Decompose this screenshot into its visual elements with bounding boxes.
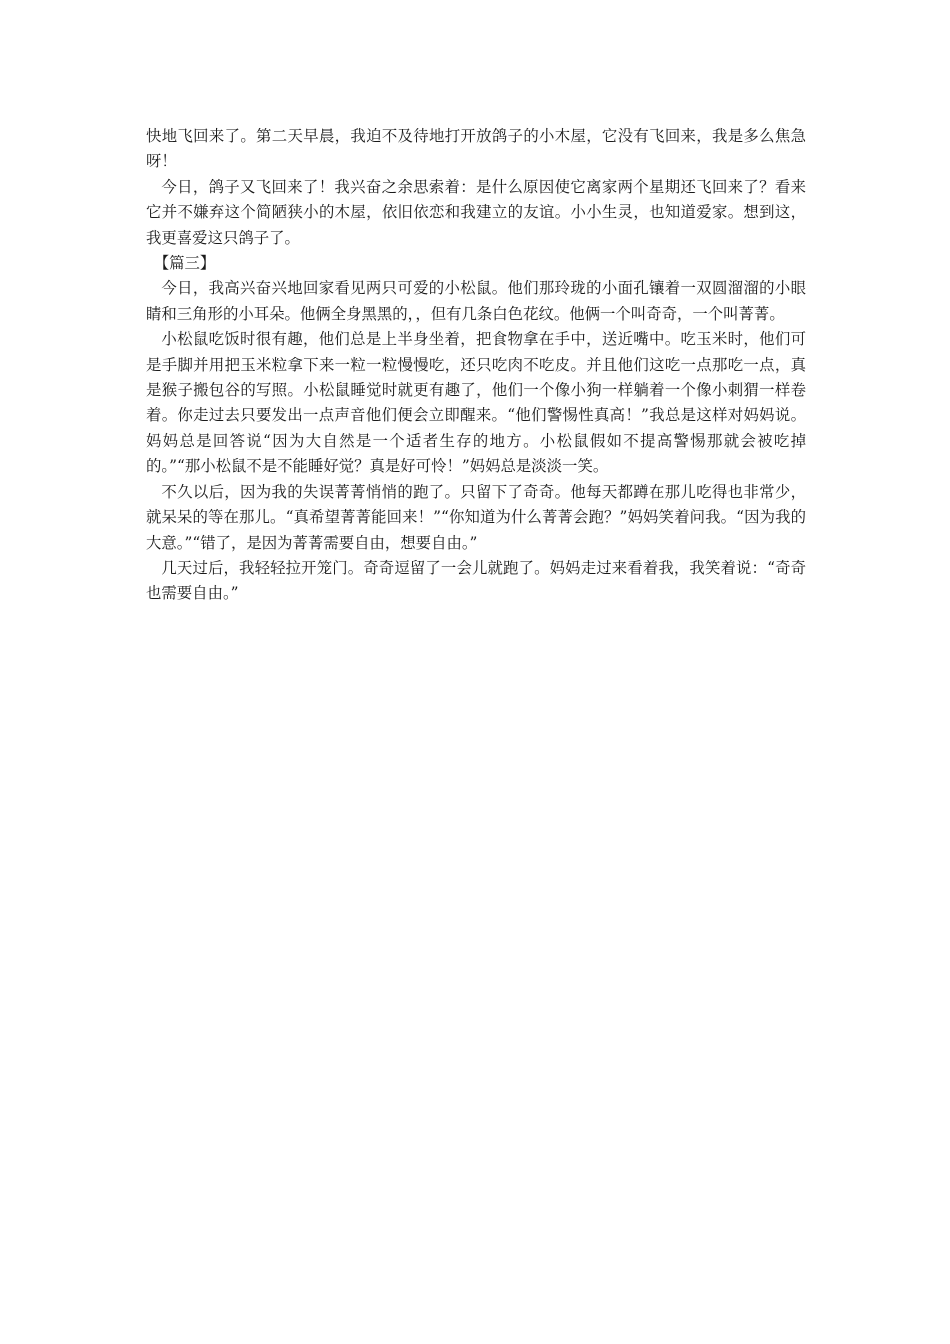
paragraph-5: 不久以后，因为我的失误菁菁悄悄的跑了。只留下了奇奇。他每天都蹲在那儿吃得也非常少，就呆呆的等在那儿。“真希望菁菁能回来！”“你知道为什么菁菁会跑？”妈妈笑着问我。“因为我的大意。”“错了，是因为菁菁需要自由，想要自由。” xyxy=(146,482,806,552)
paragraph-3: 今日，我高兴奋兴地回家看见两只可爱的小松鼠。他们那玲珑的小面孔镶着一双圆溜溜的小眼睛和三角形的小耳朵。他俩全身黑黑的，，但有几条白色花纹。他俩一个叫奇奇，一个叫菁菁。 xyxy=(146,279,806,323)
paragraph-6: 几天过后，我轻轻拉开笼门。奇奇逗留了一会儿就跑了。妈妈走过来看着我，我笑着说：“奇奇也需要自由。” xyxy=(146,558,806,603)
section-heading: 【篇三】 xyxy=(153,254,216,273)
document-page xyxy=(146,124,806,607)
paragraph-4: 小松鼠吃饭时很有趣，他们总是上半身坐着，把食物拿在手中，送近嘴中。吃玉米时，他们可是手脚并用把玉米粒拿下来一粒一粒慢慢吃，还只吃肉不吃皮。并且他们这吃一点那吃一点，真是猴子搬包谷的写照。小松鼠睡觉时就更有趣了，他们一个像小狗一样躺着一个像小刺猬一样卷着。你走过去只要发出一点声音他们便会立即醒来。“他们警惕性真高！”我总是这样对妈妈说。妈妈总是回答说“因为大自然是一个适者生存的地方。小松鼠假如不提高警惕那就会被吃掉的。”“那小松鼠不是不能睡好觉？真是好可怜！”妈妈总是淡淡一笑。 xyxy=(146,330,806,476)
paragraph-2: 今日，鸽子又飞回来了！我兴奋之余思索着：是什么原因使它离家两个星期还飞回来了？看来它并不嫌弃这个简陋狭小的木屋，依旧依恋和我建立的友谊。小小生灵，也知道爱家。想到这，我更喜爱这只鸽子了。 xyxy=(146,177,806,247)
paragraph-1: 快地飞回来了。第二天早晨，我迫不及待地打开放鸽子的小木屋，它没有飞回来，我是多么焦急呀！ xyxy=(146,127,806,171)
